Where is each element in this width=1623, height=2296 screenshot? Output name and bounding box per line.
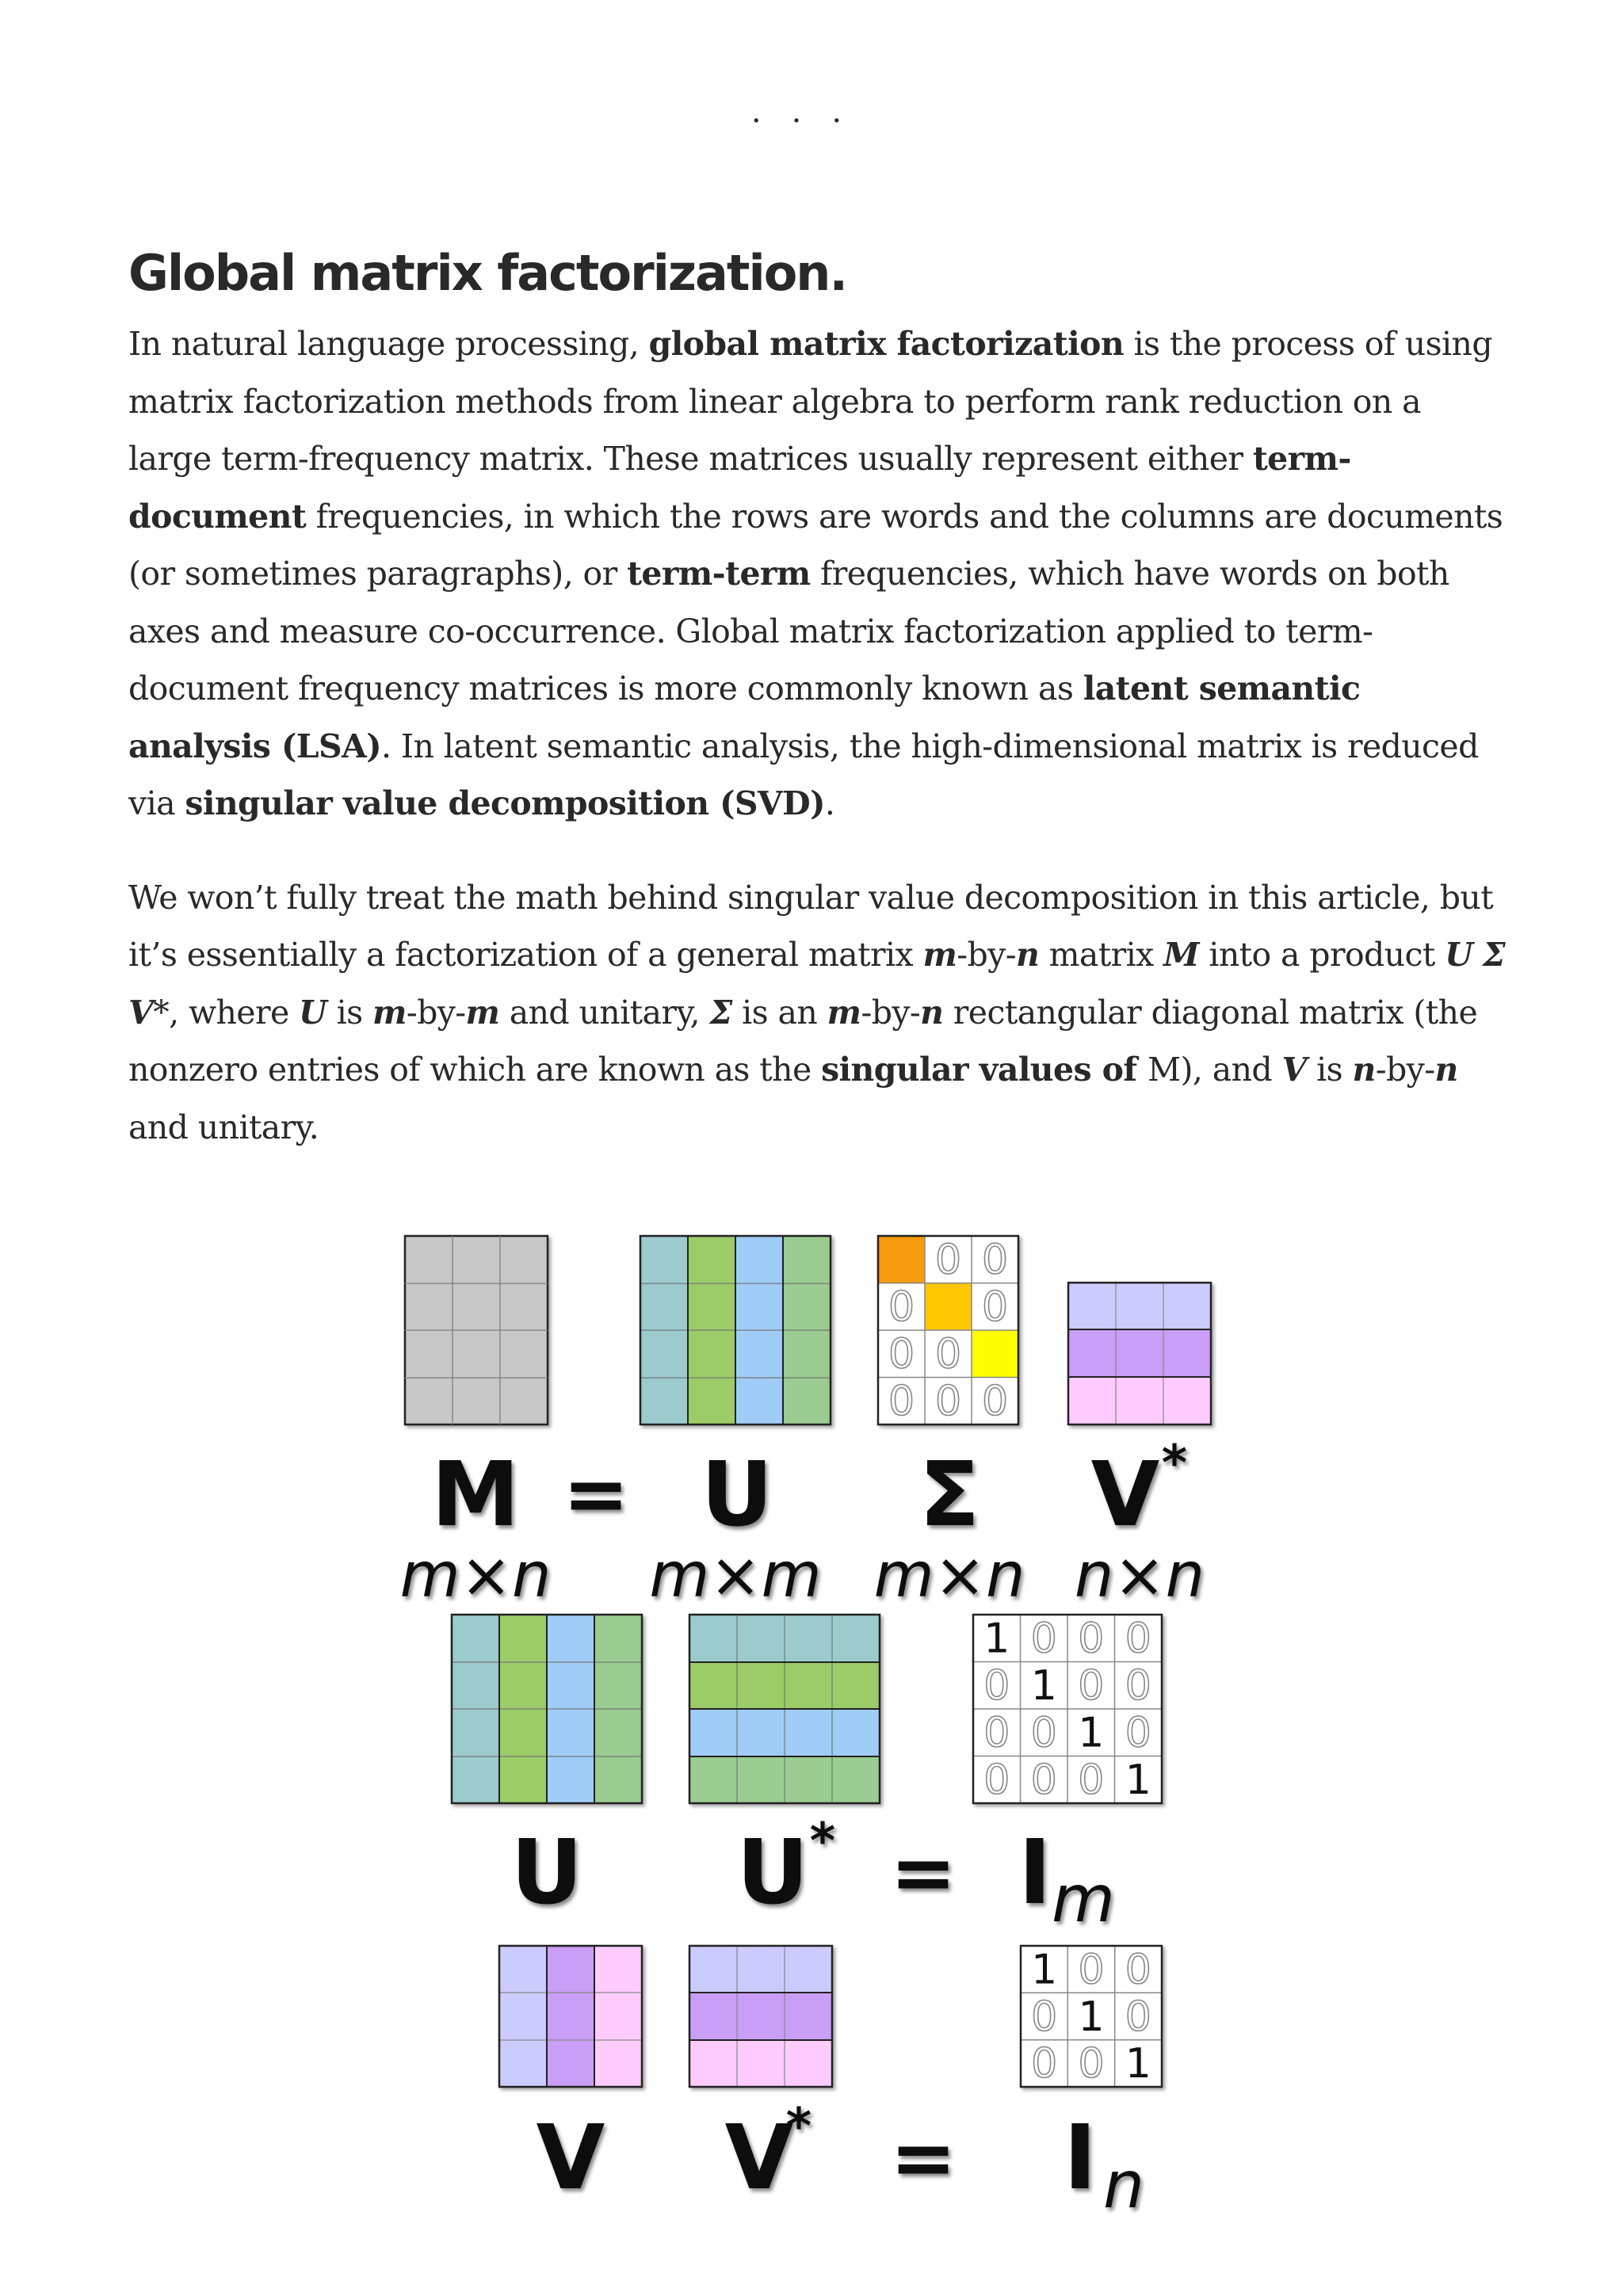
identity-m-cell-value: 0 bbox=[1125, 1709, 1151, 1757]
matrix-v-star-row3 bbox=[689, 1946, 832, 2087]
sigma-cell-value: 0 bbox=[981, 1378, 1009, 1426]
identity-m-cell-value: 0 bbox=[1078, 1662, 1105, 1711]
label-equals-3: = bbox=[890, 2111, 957, 2204]
section-separator: ... bbox=[750, 93, 873, 130]
sigma-cell-value: 0 bbox=[934, 1378, 962, 1426]
dim-m: m×n bbox=[399, 1540, 552, 1611]
label-equals-1: = bbox=[563, 1447, 629, 1540]
label-sigma: Σ bbox=[918, 1444, 980, 1547]
label-identity-n: I bbox=[1064, 2107, 1097, 2210]
label-identity-m: I bbox=[1018, 1821, 1052, 1924]
identity-m-cell-value: 0 bbox=[983, 1756, 1010, 1805]
identity-n-cell-value: 0 bbox=[1125, 1946, 1151, 1994]
label-m: M bbox=[431, 1444, 520, 1547]
identity-m-cell-value: 0 bbox=[1030, 1756, 1057, 1805]
label-u: U bbox=[701, 1444, 773, 1547]
label-equals-2: = bbox=[890, 1826, 957, 1919]
identity-m-cell-value: 0 bbox=[1078, 1756, 1105, 1805]
identity-n-cell-value: 1 bbox=[1125, 2040, 1151, 2088]
matrix-v-star bbox=[1068, 1283, 1211, 1425]
svd-diagram-svg bbox=[372, 1220, 1252, 2234]
identity-m-cell-value: 1 bbox=[983, 1615, 1010, 1663]
identity-m-cell-value: 0 bbox=[983, 1662, 1010, 1711]
label-identity-m-subscript: m bbox=[1052, 1862, 1115, 1937]
identity-n-cell-value: 0 bbox=[1125, 1993, 1151, 2041]
matrix-u bbox=[640, 1236, 831, 1425]
identity-m-cell-value: 0 bbox=[1125, 1615, 1151, 1663]
sigma-cell-value: 0 bbox=[888, 1330, 915, 1379]
identity-m-cell-value: 0 bbox=[1125, 1662, 1151, 1711]
matrix-u-row2 bbox=[452, 1615, 642, 1803]
sigma-cell-value: 0 bbox=[934, 1236, 962, 1284]
dim-v: n×n bbox=[1074, 1540, 1205, 1611]
identity-n-cell-value: 0 bbox=[1078, 1946, 1105, 1994]
paragraph-global-matrix-factorization: In natural language processing, global matrix factorization is the process of using matrix factorization methods from linear algebra to perform rank reduction on a large term-frequency matrix. These matrices usually represent either term-document frequencies, in which the rows are words and the columns are documents (or sometimes paragraphs), or term-term frequencies, which have words on both axes and measure co-occurrence. Global matrix factorization applied to term-document frequency matrices is more commonly known as latent semantic analysis (LSA). In latent semantic analysis, the high-dimensional matrix is reduced via singular value decomposition (SVD). bbox=[128, 325, 1503, 822]
article-body bbox=[128, 238, 1507, 1156]
sigma-cell-value: 0 bbox=[934, 1330, 962, 1379]
sigma-cell-value: 0 bbox=[981, 1283, 1009, 1332]
matrix-u-star bbox=[689, 1615, 880, 1803]
label-v-star-row3-mark: * bbox=[785, 2097, 812, 2155]
label-identity-n-subscript: n bbox=[1103, 2148, 1144, 2223]
dim-u: m×m bbox=[649, 1540, 822, 1611]
identity-m-cell-value: 0 bbox=[1030, 1615, 1057, 1663]
identity-n-cell-value: 0 bbox=[1031, 1993, 1058, 2041]
dim-sigma: m×n bbox=[873, 1540, 1025, 1611]
identity-m-cell-value: 0 bbox=[983, 1709, 1010, 1757]
identity-n-cell-value: 0 bbox=[1031, 2040, 1058, 2088]
identity-n-cell-value: 1 bbox=[1078, 1993, 1105, 2041]
paragraph-svd: We won’t fully treat the math behind singular value decomposition in this article, but it’s essentially a factorization of a general matrix m-by-n matrix M into a product U Σ V*, where U is m-by-m and unitary, Σ is an m-by-n rectangular diagonal matrix (the nonzero entries of which are known as the singular values of M), and V is n-by-n and unitary. bbox=[128, 878, 1506, 1146]
identity-m-cell-value: 1 bbox=[1030, 1662, 1057, 1711]
svd-diagram bbox=[372, 1220, 1252, 2238]
identity-m-cell-value: 0 bbox=[1078, 1615, 1105, 1663]
label-v-row3: V bbox=[536, 2107, 605, 2210]
identity-n-cell-value: 0 bbox=[1078, 2040, 1105, 2088]
identity-m-cell-value: 1 bbox=[1078, 1709, 1105, 1757]
label-v: V bbox=[1090, 1444, 1160, 1547]
label-v-star-row3: V bbox=[724, 2107, 794, 2210]
label-u-star: U bbox=[736, 1821, 809, 1924]
label-u-row2: U bbox=[510, 1821, 583, 1924]
identity-m-cell-value: 1 bbox=[1125, 1756, 1151, 1805]
label-v-star-mark: * bbox=[1161, 1434, 1188, 1492]
identity-m-cell-value: 0 bbox=[1030, 1709, 1057, 1757]
matrix-m bbox=[405, 1236, 548, 1425]
sigma-cell-value: 0 bbox=[888, 1283, 915, 1332]
sigma-cell-value: 0 bbox=[888, 1378, 915, 1426]
matrix-v bbox=[499, 1946, 642, 2087]
sigma-cell-value: 0 bbox=[981, 1236, 1009, 1284]
label-u-star-mark: * bbox=[809, 1812, 836, 1870]
section-heading: Global matrix factorization. bbox=[128, 244, 846, 302]
identity-n-cell-value: 1 bbox=[1031, 1946, 1058, 1994]
